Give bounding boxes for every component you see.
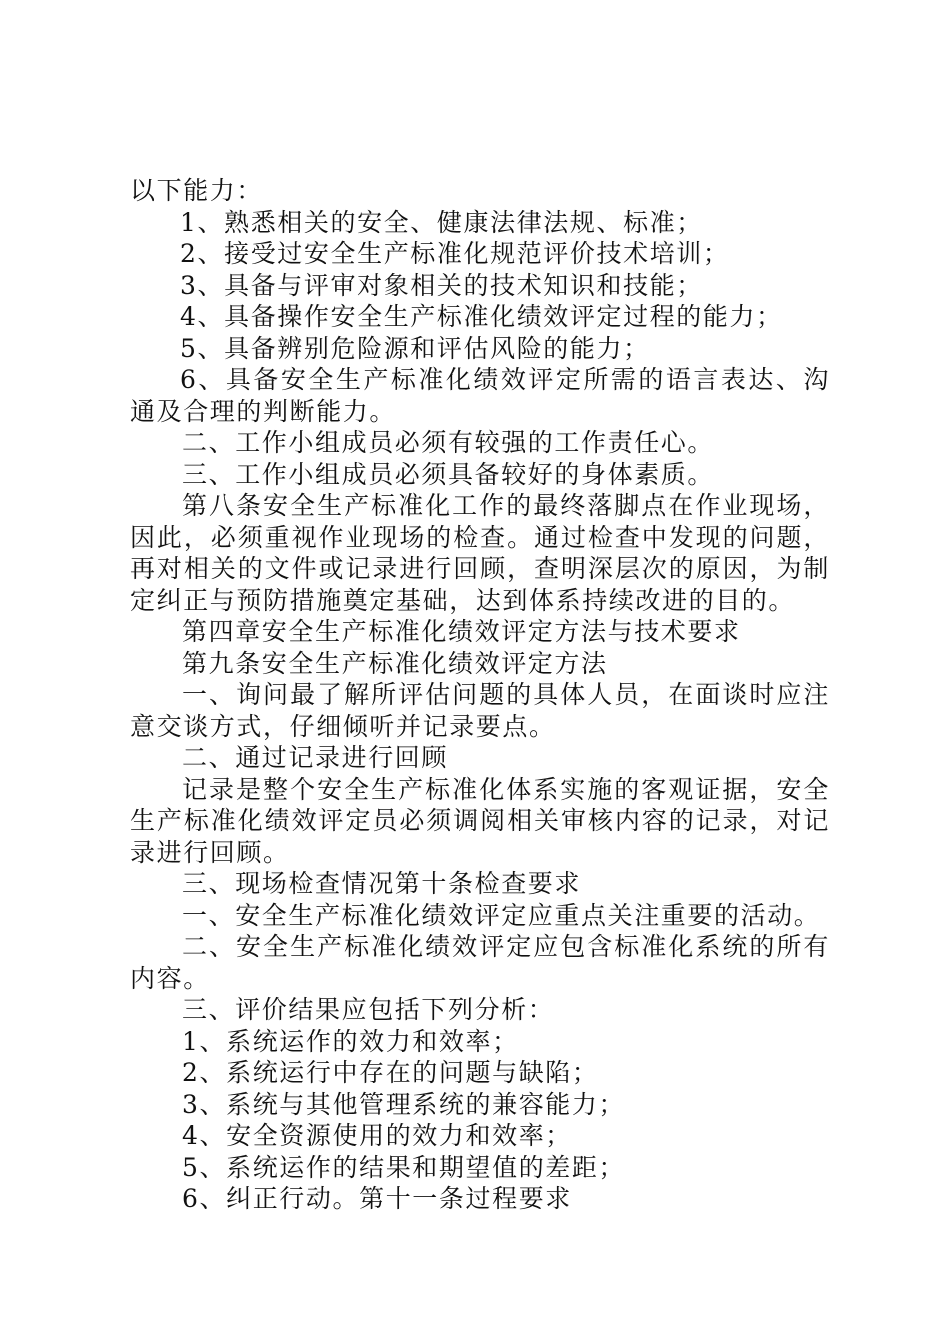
list-item: 2、接受过安全生产标准化规范评价技术培训； (180, 239, 730, 268)
list-item: 3、具备与评审对象相关的技术知识和技能； (180, 270, 703, 300)
article-heading: 第九条安全生产标准化绩效评定方法 (182, 648, 608, 678)
paragraph: 三、现场检查情况第十条检查要求 (182, 869, 582, 898)
list-item: 6、纠正行动。第十一条过程要求 (182, 1184, 572, 1213)
list-item: 4、具备操作安全生产标准化绩效评定过程的能力； (180, 302, 783, 331)
paragraph: 第八条安全生产标准化工作的最终落脚点在作业现场，因此，必须重视作业现场的检查。通过检查中发现的问题，再对相关的文件或记录进行回顾，查明深层次的原因，为制定纠正与预防措施奠定基础，达到体系持续改进的目的。 (130, 491, 830, 615)
list-item: 2、系统运行中存在的问题与缺陷； (182, 1058, 599, 1087)
paragraph: 一、安全生产标准化绩效评定应重点关注重要的活动。 (182, 900, 821, 930)
paragraph: 三、工作小组成员必须具备较好的身体素质。 (182, 459, 715, 489)
paragraph: 二、工作小组成员必须有较强的工作责任心。 (182, 428, 715, 457)
list-item: 1、系统运作的效力和效率； (182, 1026, 519, 1056)
paragraph: 一、询问最了解所评估问题的具体人员，在面谈时应注意交谈方式，仔细倾听并记录要点。 (130, 680, 830, 741)
paragraph: 三、评价结果应包括下列分析： (182, 995, 555, 1024)
paragraph: 记录是整个安全生产标准化体系实施的客观证据，安全生产标准化绩效评定员必须调阅相关审核内容的记录，对记录进行回顾。 (130, 774, 830, 867)
paragraph: 以下能力： (130, 176, 264, 205)
list-item: 6、具备安全生产标准化绩效评定所需的语言表达、沟通及合理的判断能力。 (130, 365, 830, 426)
list-item: 5、系统运作的结果和期望值的差距； (182, 1152, 626, 1182)
list-item: 5、具备辨别危险源和评估风险的能力； (180, 333, 650, 363)
paragraph: 二、安全生产标准化绩效评定应包含标准化系统的所有内容。 (130, 932, 830, 993)
list-item: 3、系统与其他管理系统的兼容能力； (182, 1089, 626, 1119)
list-item: 1、熟悉相关的安全、健康法律法规、标准； (180, 207, 703, 237)
list-item: 4、安全资源使用的效力和效率； (182, 1121, 572, 1150)
paragraph: 二、通过记录进行回顾 (182, 743, 449, 772)
document-body (130, 175, 830, 1215)
chapter-heading: 第四章安全生产标准化绩效评定方法与技术要求 (182, 617, 741, 646)
